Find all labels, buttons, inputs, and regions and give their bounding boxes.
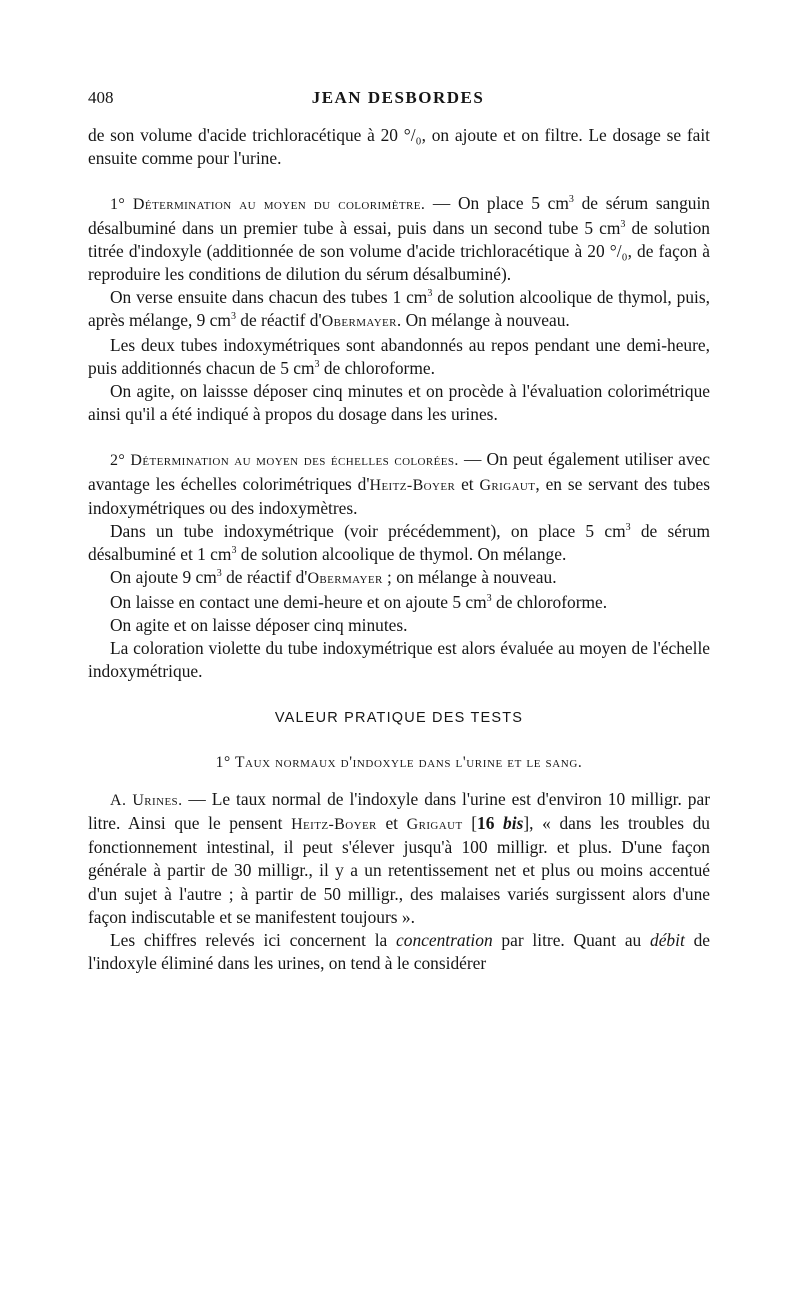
emphasis-debit: débit [650,930,685,951]
superscript: 3 [568,194,574,206]
paragraph-text: [ [462,813,477,834]
section-heading-colorimeter: 1° Détermination au moyen du colorimètre. [110,196,426,214]
paragraph-text: — Le taux normal de l'indoxyle dans l'urine est d'environ 10 milligr. par litre. Ainsi que le pensent [88,788,711,834]
author-name: Obermayer [321,313,397,331]
page-number: 408 [88,88,114,107]
paragraph-text: On laisse en contact une demi-heure et on ajoute 5 cm [110,591,487,612]
paragraph-text: de chloroforme. [491,591,608,612]
superscript: 3 [625,522,631,534]
superscript: 3 [216,568,222,580]
paragraph-tube [88,520,710,566]
paragraph-text: de l'indoxyle éliminé dans les urines, on tend à le considérer [88,930,710,974]
page-header [88,88,708,112]
paragraph-text: de son volume d'acide trichloracétique à 20 °/₀, on ajoute et on filtre. Le dosage se fait ensuite comme pour l'urine. [88,125,710,169]
paragraph-urines [88,788,710,929]
paragraph-rest [88,334,710,380]
paragraph-continuation [88,124,710,170]
superscript: 3 [314,359,320,371]
paragraph-text: de chloroforme. [319,357,435,378]
reference-bis: bis [503,813,524,834]
superscript: 3 [486,592,492,604]
page-body [88,124,710,976]
author-name: Grigaut [406,816,463,834]
paragraph-text: de solution alcoolique de thymol. On mélange. [236,544,567,565]
paragraph-text: Dans un tube indoxymétrique (voir précédemment), on place 5 cm [110,521,626,542]
running-title: JEAN DESBORDES [311,88,485,107]
author-name: Heitz-Boyer [369,476,456,494]
superscript: 3 [230,311,236,323]
paragraph-text: On ajoute 9 cm [110,567,217,588]
paragraph-text: Les chiffres relevés ici concernent la [110,930,397,951]
paragraph-figures [88,929,710,975]
paragraph-thymol [88,286,710,333]
section-heading-scales: 2° Détermination au moyen des échelles colorées. [110,452,459,470]
paragraph-colorimeter [88,192,710,286]
paragraph-reagent [88,566,710,590]
author-name: Obermayer [307,570,383,588]
paragraph-text: de sérum sanguin désalbuminé dans un premier tube à essai, puis dans un second tube 5 cm [88,193,710,238]
author-name: Grigaut [479,476,536,494]
paragraph-text: , en se servant des tubes indoxymétriques ou des indoxymètres. [88,473,710,518]
paragraph-text: ; on mélange à nouveau. [382,567,557,588]
paragraph-text: — On peut également utiliser avec avantage les échelles colorimétriques d' [88,449,710,494]
paragraph-agitate [88,380,710,426]
paragraph-text: La coloration violette du tube indoxymétrique est alors évaluée au moyen de l'échelle indoxymétrique. [88,638,710,682]
paragraph-text: de solution alcoolique de thymol, puis, après mélange, 9 cm [88,287,710,331]
reference-number: 16 [477,813,495,834]
superscript: 3 [620,218,626,230]
superscript: 3 [427,288,433,300]
paragraph-text: Les deux tubes indoxymétriques sont abandonnés au repos pendant une demi-heure, puis additionnés chacun de 5 cm [88,334,710,378]
paragraph-text: ], « dans les troubles du fonctionnement intestinal, il peut s'élever jusqu'à 100 milligr. et plus. D'une façon générale à partir de 30 milligr., il y a un retentissement net et plus ou moins accentué d'un sujet à l'autre ; à partir de 50 milligr., des malaises variés surgissent alors d'une façon indiscutable et se manifestent toujours ». [88,813,711,927]
paragraph-text: et [455,473,480,494]
paragraph-text: On agite, on laissse déposer cinq minutes et on procède à l'évaluation colorimétrique ainsi qu'il a été indiqué à propos du dosage dans les urines. [88,381,710,425]
subsection-heading-urines: A. Urines. [110,791,183,809]
paragraph-text: — On place 5 cm [425,193,569,214]
paragraph-text: de sérum désalbuminé et 1 cm [88,521,710,565]
paragraph-contact [88,591,710,614]
paragraph-text: . On mélange à nouveau. [396,310,570,331]
paragraph-scales [88,448,710,520]
paragraph-text: de solution titrée d'indoxyle (additionnée de son volume d'acide trichloracétique à 20 °/₀, de façon à reproduire les conditions de dilution du sérum désalbuminé). [88,217,710,285]
paragraph-text: On verse ensuite dans chacun des tubes 1 cm [110,287,428,308]
author-name: Heitz-Boyer [291,816,377,834]
subsection-title: 1° Taux normaux d'indoxyle dans l'urine et le sang. [215,753,583,771]
paragraph-settle [88,614,710,637]
paragraph-text: par litre. Quant au [492,930,651,951]
paragraph-text: On agite et on laisse déposer cinq minutes. [110,614,408,635]
section-title: VALEUR PRATIQUE DES TESTS [274,710,524,727]
superscript: 3 [231,545,237,557]
emphasis-concentration: concentration [396,930,493,951]
paragraph-text: de réactif d' [221,567,308,588]
paragraph-text: et [376,813,407,834]
paragraph-coloration [88,637,710,683]
paragraph-text: de réactif d' [235,310,322,331]
